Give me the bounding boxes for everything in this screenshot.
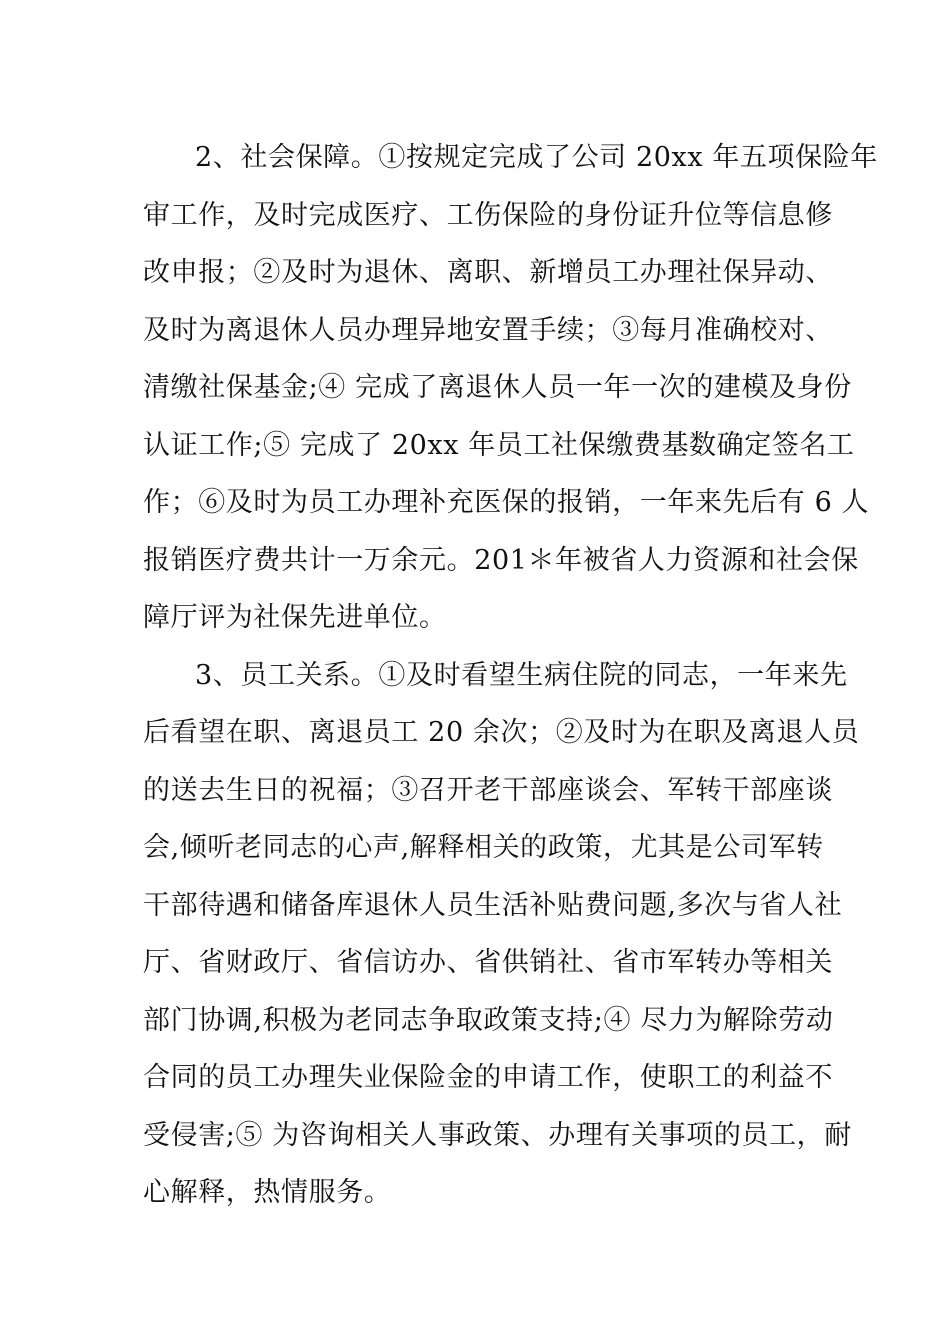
text-line: 审工作，及时完成医疗、工伤保险的身份证升位等信息修 [143, 199, 833, 231]
text-line: 清缴社保基金;④ 完成了离退休人员一年一次的建模及身份 [143, 372, 852, 403]
text-line: 合同的员工办理失业保险金的申请工作，使职工的利益不 [143, 1062, 833, 1093]
text-line: 心解释，热情服务。 [143, 1177, 392, 1208]
text-line: 受侵害;⑤ 为咨询相关人事政策、办理有关事项的员工，耐 [143, 1119, 852, 1151]
text-line: 报销医疗费共计一万余元。201＊年被省人力资源和社会保 [143, 544, 859, 576]
text-line: 3、员工关系。①及时看望生病住院的同志，一年来先 [195, 659, 848, 691]
text-line: 后看望在职、离退员工 20 余次；②及时为在职及离退人员 [143, 717, 860, 748]
text-line: 2、社会保障。①按规定完成了公司 20xx 年五项保险年 [195, 142, 878, 173]
text-line: 干部待遇和储备库退休人员生活补贴费问题,多次与省人社 [143, 889, 843, 921]
paragraph-employee-relations [143, 647, 860, 1222]
text-line: 厅、省财政厅、省信访办、省供销社、省市军转办等相关 [143, 947, 833, 978]
text-line: 的送去生日的祝福；③召开老干部座谈会、军转干部座谈 [143, 774, 833, 806]
document-body [143, 129, 878, 1222]
text-line: 认证工作;⑤ 完成了 20xx 年员工社保缴费基数确定签名工 [143, 429, 855, 461]
text-line: 改申报；②及时为退休、离职、新增员工办理社保异动、 [143, 257, 833, 288]
text-line: 障厅评为社保先进单位。 [143, 602, 447, 633]
text-line: 部门协调,积极为老同志争取政策支持;④ 尽力为解除劳动 [143, 1004, 834, 1036]
text-line: 会,倾听老同志的心声,解释相关的政策，尤其是公司军转 [143, 832, 824, 863]
paragraph-social-security [143, 129, 878, 647]
text-line: 及时为离退休人员办理异地安置手续；③每月准确校对、 [143, 314, 833, 346]
text-line: 作；⑥及时为员工办理补充医保的报销，一年来先后有 6 人 [143, 487, 870, 518]
